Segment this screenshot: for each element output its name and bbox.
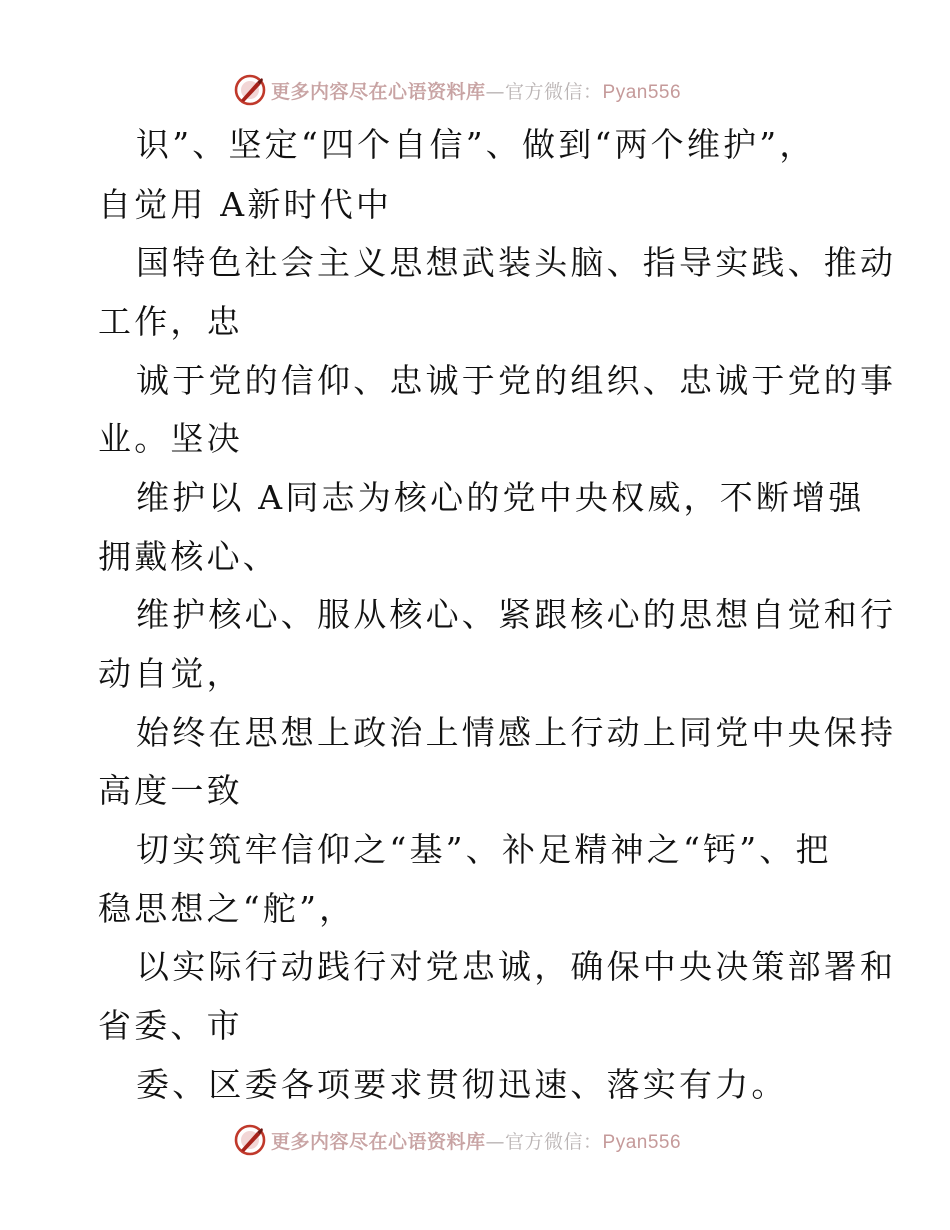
text-line: 识”、坚定“四个自信”、做到“两个维护”，	[136, 125, 816, 164]
text-line: 业。坚决	[98, 419, 243, 458]
text-line: 动自觉，	[98, 654, 243, 693]
text-line: 以实际行动践行对党忠诚，确保中央决策部署和	[136, 947, 897, 986]
text-line: 始终在思想上政治上情感上行动上同党中央保持	[136, 713, 897, 752]
text-line: 拥戴核心、	[98, 537, 279, 576]
text-line: 自觉用 A新时代中	[98, 185, 393, 224]
watermark-text	[271, 77, 681, 104]
text-line: 诚于党的信仰、忠诚于党的组织、忠诚于党的事	[136, 361, 897, 400]
text-line: 维护以 A同志为核心的党中央权威，不断增强	[136, 478, 865, 517]
watermark-header	[233, 72, 733, 108]
text-line: 高度一致	[98, 771, 243, 810]
text-line: 省委、市	[98, 1006, 243, 1045]
text-line: 委、区委各项要求贯彻迅速、落实有力。	[136, 1065, 788, 1104]
watermark-wechat-id: Pyan556	[602, 81, 682, 103]
watermark-separator: —官方微信：	[485, 80, 603, 103]
watermark-footer	[233, 1122, 733, 1158]
watermark-text	[271, 1127, 681, 1154]
red-seal-pen-icon	[233, 1123, 267, 1157]
watermark-site-name: 更多内容尽在心语资料库	[271, 1130, 486, 1153]
text-line: 维护核心、服从核心、紧跟核心的思想自觉和行	[136, 595, 897, 634]
text-line: 国特色社会主义思想武装头脑、指导实践、推动	[136, 243, 897, 282]
text-line: 切实筑牢信仰之“基”、补足精神之“钙”、把	[136, 830, 832, 869]
watermark-wechat-id: Pyan556	[602, 1131, 682, 1153]
watermark-separator: —官方微信：	[485, 1130, 603, 1153]
red-seal-pen-icon	[233, 73, 267, 107]
text-line: 稳思想之“舵”，	[98, 889, 356, 928]
watermark-site-name: 更多内容尽在心语资料库	[271, 80, 486, 103]
text-line: 工作，忠	[98, 302, 243, 341]
